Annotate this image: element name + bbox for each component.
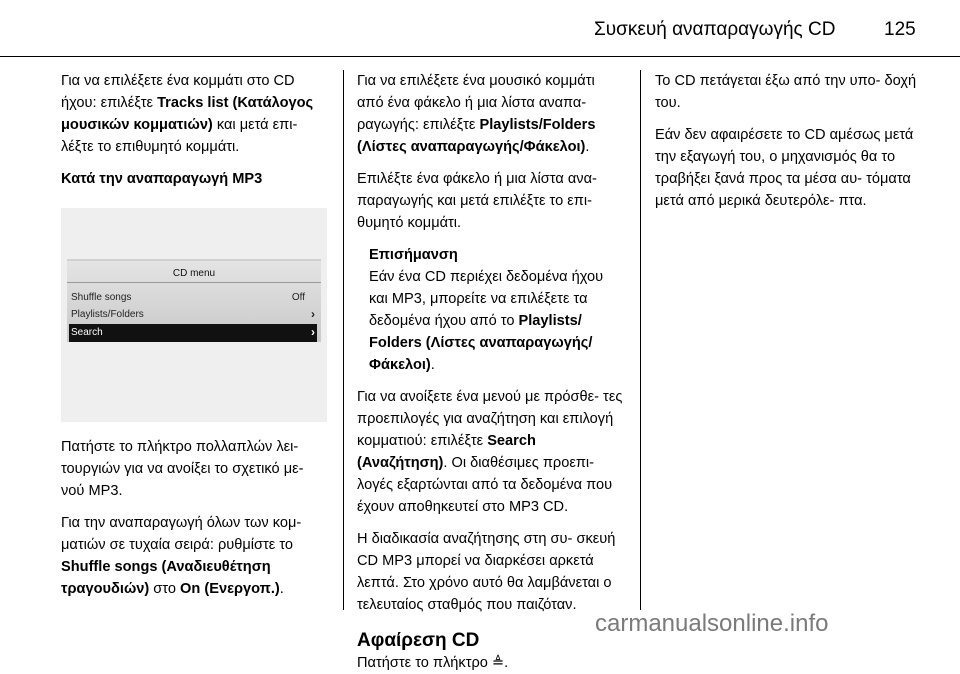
column-2 xyxy=(357,70,625,674)
column-1 xyxy=(61,70,327,610)
paragraph-press-button: Πατήστε το πλήκτρο πολλαπλών λει- τουργιών για να ανοίξει το σχετικό με- νού MP3. xyxy=(61,439,304,499)
paragraph-search-duration: Η διαδικασία αναζήτησης στη συ- σκευή CD MP3 μπορεί να διαρκέσει αρκετά λεπτά. Στο χρόνο αυτό θα λαμβάνεται ο τελευταίος σταθμός που παιζόταν. xyxy=(357,531,616,613)
paragraph-eject: Πατήστε το πλήκτρο ≜. xyxy=(357,655,509,671)
page-number: 125 xyxy=(884,19,916,40)
menu-term: Tracks list (Κατάλογος μουσικών κομματιών) xyxy=(61,95,314,133)
paragraph-search xyxy=(357,386,625,518)
text: . Οι διαθέσιμες προεπι- λογές εξαρτώνται από τα δεδομένα που έχουν αποθηκευτεί στο MP3 CD. xyxy=(357,455,613,515)
paragraph-auto-reload: Εάν δεν αφαιρέσετε το CD αμέσως μετά την εξαγωγή του, ο μηχανισμός θα το τραβήξει ξανά προς τα μέσα αυ- τόματα μετά από μερικά δευτερόλε- πτα. xyxy=(655,127,914,209)
menu-term: Playlists/ Folders (Λίστες αναπαραγωγής/ Φάκελοι) xyxy=(369,313,593,373)
menu-term: Playlists/Folders (Λίστες αναπαραγωγής/Φάκελοι) xyxy=(357,117,596,155)
page-header-title: Συσκευή αναπαραγωγής CD xyxy=(594,19,836,40)
note-heading: Επισήμανση xyxy=(369,247,458,263)
chevron-right-icon: › xyxy=(311,325,315,339)
section-heading-remove-cd: Αφαίρεση CD xyxy=(357,630,480,651)
menu-term: Search (Αναζήτηση) xyxy=(357,433,536,471)
column-3 xyxy=(655,70,925,222)
text: και μετά επι- λέξτε το επιθυμητό κομμάτι. xyxy=(61,117,298,155)
menu-item-value: Off xyxy=(291,292,305,303)
column-divider-2 xyxy=(640,70,641,610)
subheading-mp3: Κατά την αναπαραγωγή MP3 xyxy=(61,171,263,187)
menu-item-label: Playlists/Folders xyxy=(71,309,144,320)
menu-item-label: Shuffle songs xyxy=(71,292,132,303)
menu-term: Shuffle songs (Αναδιευθέτηση τραγουδιών) xyxy=(61,559,271,597)
menu-item-label: Search xyxy=(71,327,103,338)
paragraph-cd-ejected: Το CD πετάγεται έξω από την υπο- δοχή του. xyxy=(655,73,917,111)
text: στο xyxy=(149,581,181,597)
paragraph-select-track xyxy=(61,70,327,158)
menu-item-shuffle-songs[interactable] xyxy=(69,289,317,307)
paragraph-shuffle xyxy=(61,512,327,600)
text: Εάν ένα CD περιέχει δεδομένα ήχου και MP3, μπορείτε να επιλέξετε τα δεδομένα ήχου από το xyxy=(369,269,604,329)
text: Για να επιλέξετε ένα μουσικό κομμάτι από ένα φάκελο ή μια λίστα αναπα- ραγωγής: επιλέξτε xyxy=(357,73,595,133)
header-divider xyxy=(0,56,960,57)
text: Για να επιλέξετε ένα κομμάτι στο CD ήχου: επιλέξτε xyxy=(61,73,295,111)
menu-term: On (Ενεργοπ.) xyxy=(180,581,280,597)
text: . xyxy=(279,581,284,597)
chevron-right-icon: › xyxy=(311,307,315,321)
paragraph-select-folder: Επιλέξτε ένα φάκελο ή μια λίστα ανα- παραγωγής και μετά επιλέξτε το επι- θυμητό κομμάτι. xyxy=(357,171,597,231)
cd-menu-screen xyxy=(67,259,321,342)
screen-title: CD menu xyxy=(172,268,216,279)
cd-menu-figure xyxy=(61,208,327,422)
text: Για να ανοίξετε ένα μενού με πρόσθε- τες προεπιλογές για αναζήτηση και επιλογή κομματιού: επιλέξτε xyxy=(357,389,623,449)
column-divider-1 xyxy=(343,70,344,610)
note-block xyxy=(369,244,625,376)
paragraph-playlists xyxy=(357,70,625,158)
text: . xyxy=(585,139,590,155)
text: . xyxy=(430,357,435,373)
screen-divider xyxy=(67,282,321,283)
text: Για την αναπαραγωγή όλων των κομ- ματιών σε τυχαία σειρά: ρυθμίστε το xyxy=(61,515,302,553)
menu-item-playlists-folders[interactable] xyxy=(69,306,317,324)
menu-item-search[interactable] xyxy=(69,324,317,342)
watermark: carmanualsonline.info xyxy=(595,610,829,637)
